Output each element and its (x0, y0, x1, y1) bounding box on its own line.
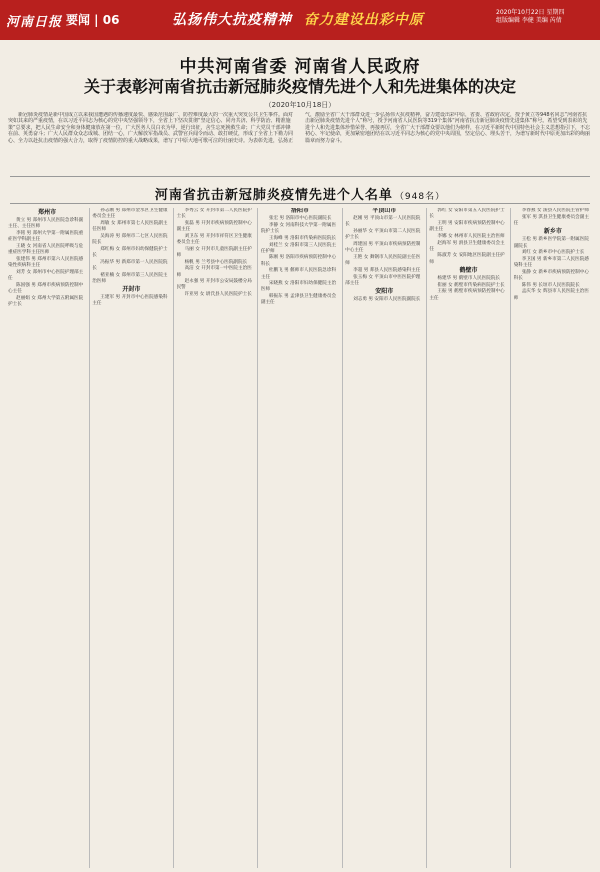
section-label: 要闻 | 06 (66, 13, 120, 27)
city-heading: 鹤壁市 (459, 266, 478, 274)
honoree-entry: 吴海涛 男 郑州市二七区人民医院院长 (92, 233, 168, 246)
honoree-entry: 李卫国 男 新乡市第二人民医院感染科主任 (513, 256, 589, 269)
city-heading: 平顶山市 (372, 208, 397, 214)
honoree-entry: 李秀云 女 开封市第二人民医院护士长 (176, 208, 252, 220)
honoree-entry: 冯振华 男 新郑市第一人民医院院长 (92, 259, 168, 271)
divider-bottom (10, 203, 590, 204)
honoree-entry: 孟庆华 女 辉县市人民医院主治医师 (513, 289, 589, 301)
honoree-entry: 王晓 女 河南省人民医院呼吸与危重症医学科主任医师 (8, 244, 84, 256)
issue-editors: 组版编辑 李健 美编 芮倩 (496, 17, 562, 24)
honoree-entry: 张军 男 淇县卫生健康委员会副主任 (513, 214, 589, 226)
honoree-entry: 赵刚 男 平顶山市第一人民医院院长 (345, 216, 421, 228)
honoree-entry: 崔丽 女 鹤壁市传染病医院护士长 (437, 282, 505, 288)
honoree-entry: 张宏 男 洛阳市中心医院副院长 (268, 216, 332, 222)
slogan-part-1: 弘扬伟大抗疫精神 (172, 12, 292, 28)
honoree-entry: 刘志勇 男 安阳市人民医院副院长 (353, 297, 421, 303)
honoree-entry: 李春燕 女 浚县人民医院主管护师 (521, 208, 589, 213)
city-heading: 洛阳市 (290, 208, 309, 214)
honoree-entry: 赵海军 男 滑县卫生健康委员会主任 (429, 240, 505, 252)
decision-text: 新冠肺炎疫情是新中国成立以来我国遭遇的传播速度最快、感染范围最广、防控难度最大的一次重大突发公共卫生事件。面对突如其来的严重疫情，在以习近平同志为核心的党中央坚强领导下，全省上下坚决贯彻“坚定信心、同舟共济、科学防治、精准施策”总要求，把人民生命安全和身体健康放在第一位，广大医务人员白衣为甲、逆行出征，舍生忘死挽救生命；广大党员干部冲锋在前、英勇奋斗；广大人民群众众志成城、团结一心，广大解放军指战员、武警官兵闻令而动、敢打硬仗，形成了全省上下勠力同心、全力以赴抗击疫情的强大合力，取得了疫情防控的重大战略成果，谱写了中原大地可歌可泣的壮丽史诗。为表彰先进，弘扬正气，激励全省广大干部群众进一步弘扬伟大抗疫精神，奋力建设出彩中原，省委、省政府决定，授予黄立等948名同志“河南省抗击新冠肺炎疫情先进个人”称号，授予河南省人民医院等319个集体“河南省抗击新冠肺炎疫情先进集体”称号。希望受到表彰的先进个人和先进集体珍惜荣誉、再接再厉，全省广大干部群众要以他们为榜样，在习近平新时代中国特色社会主义思想指引下，不忘初心、牢记使命，更加紧密地团结在以习近平同志为核心的党中央周围，坚定信心、埋头苦干，为谱写新时代中原更加出彩的绚丽篇章而努力奋斗。 (8, 112, 591, 144)
city-heading: 开封市 (122, 285, 141, 293)
honoree-entry: 张静 女 新乡市疾病预防控制中心科长 (513, 269, 589, 282)
honoree-list (8, 208, 592, 868)
honoree-entry: 张建伟 男 郑州市第六人民医院感染性疾病科主任 (8, 256, 84, 269)
list-title (0, 184, 600, 203)
honoree-entry: 赵永强 男 开封市公安局鼓楼分局民警 (176, 279, 252, 291)
newspaper-logo: 河南日报 (6, 15, 63, 30)
honoree-entry: 郭红 女 安阳市第五人民医院护士长 (429, 208, 505, 220)
honoree-entry: 李铭 男 郑州大学第一附属医院重症医学科副主任 (8, 231, 84, 243)
honoree-entry: 宋晓燕 女 洛阳市妇幼保健院主治医师 (260, 281, 337, 293)
honoree-entry: 高洁 女 开封市第一中医院主治医师 (176, 266, 252, 278)
honoree-entry: 褚亚楠 女 郑州市第三人民医院主治医师 (92, 272, 168, 284)
honoree-entry: 周建国 男 平顶山市疾病预防控制中心主任 (345, 242, 421, 254)
honoree-entry: 陈刚 男 洛阳市疾病预防控制中心科长 (260, 255, 337, 267)
city-heading: 安阳市 (375, 287, 394, 295)
honoree-entry: 刘卫东 男 开封市祥符区卫生健康委员会主任 (176, 233, 252, 246)
honoree-entry: 许亚男 女 尉氏县人民医院护士长 (184, 292, 252, 298)
honoree-entry: 赵丽娟 女 郑州大学第五附属医院护士长 (8, 295, 84, 307)
honoree-entry: 杜鹏飞 男 偃师市人民医院急诊科主任 (260, 268, 337, 280)
honoree-entry: 孙志刚 男 郑州市金水区卫生健康委员会主任 (92, 208, 168, 220)
honoree-entry: 郑红梅 女 郑州市妇幼保健院护士长 (92, 246, 168, 258)
decision-date: （2020年10月18日） (264, 101, 336, 109)
honoree-entry: 刘芳 女 郑州市中心医院护理部主任 (8, 269, 84, 282)
honoree-entry: 王建军 男 开封市中心医院感染科主任 (92, 295, 168, 307)
honoree-entry: 张磊 男 开封市疾病预防控制中心副主任 (176, 220, 252, 233)
city-heading: 新乡市 (543, 228, 562, 236)
city-heading: 郑州市 (38, 209, 57, 216)
honoree-entry: 孙丽华 女 平顶山市第二人民医院护士长 (345, 229, 421, 241)
honoree-entry: 周敏 女 郑州市第七人民医院副主任医师 (92, 220, 168, 233)
honoree-entry: 刘桂兰 女 洛阳市第三人民医院主任护师 (260, 242, 337, 254)
honoree-entry: 陈淑芳 女 安阳地区医院副主任护师 (429, 253, 505, 265)
honoree-entry: 王振 男 鹤壁市疾病预防控制中心主任 (429, 289, 505, 301)
honoree-entry: 李静 女 河南科技大学第一附属医院护士长 (260, 222, 337, 235)
list-title-text: 河南省抗击新冠肺炎疫情先进个人名单 (154, 188, 393, 203)
honoree-entry: 李超 男 郏县人民医院感染科主任 (353, 267, 421, 273)
honoree-entry: 王明 男 安阳市疾病预防控制中心副主任 (429, 220, 505, 233)
honoree-entry: 刘红 女 新乡市中心医院护士长 (521, 250, 585, 256)
honoree-entry: 杨建华 男 鹤壁市人民医院院长 (437, 276, 501, 282)
headline-line-1: 中共河南省委 河南省人民政府 (179, 57, 421, 77)
issue-date: 2020年10月22日 星期四 (496, 9, 565, 16)
honoree-entry: 黄立 男 郑州市人民医院急诊科副主任、主任医师 (8, 218, 84, 230)
honoree-entry: 杨帆 男 兰考县中心医院副院长 (184, 259, 248, 265)
list-count: （948名） (394, 192, 446, 202)
honoree-entry: 韩振东 男 孟津县卫生健康委员会副主任 (260, 294, 337, 306)
honoree-entry: 张玉梅 女 平顶山市中医医院护理部主任 (345, 274, 421, 286)
slogan-part-2: 奋力建设出彩中原 (303, 12, 424, 28)
divider-top (10, 176, 590, 177)
slogan-banner (172, 9, 424, 29)
honoree-entry: 陈伟 男 长垣市人民医院院长 (521, 282, 580, 288)
headline-line-2: 关于表彰河南省抗击新冠肺炎疫情先进个人和先进集体的决定 (83, 77, 516, 96)
honoree-entry: 王艳 女 舞钢市人民医院副主任医师 (345, 254, 421, 267)
honoree-entry: 马丽 女 开封市儿童医院副主任护师 (176, 246, 252, 258)
honoree-entry: 陈国强 男 郑州市疾病预防控制中心主任 (8, 282, 84, 294)
honoree-entry: 王海峰 男 洛阳市传染病医院院长 (268, 235, 337, 241)
honoree-entry: 李娜 女 林州市人民医院主治医师 (437, 233, 505, 239)
honoree-entry: 王松 男 新乡医学院第一附属医院副院长 (513, 237, 589, 249)
masthead (0, 0, 600, 40)
issue-info (496, 9, 564, 25)
